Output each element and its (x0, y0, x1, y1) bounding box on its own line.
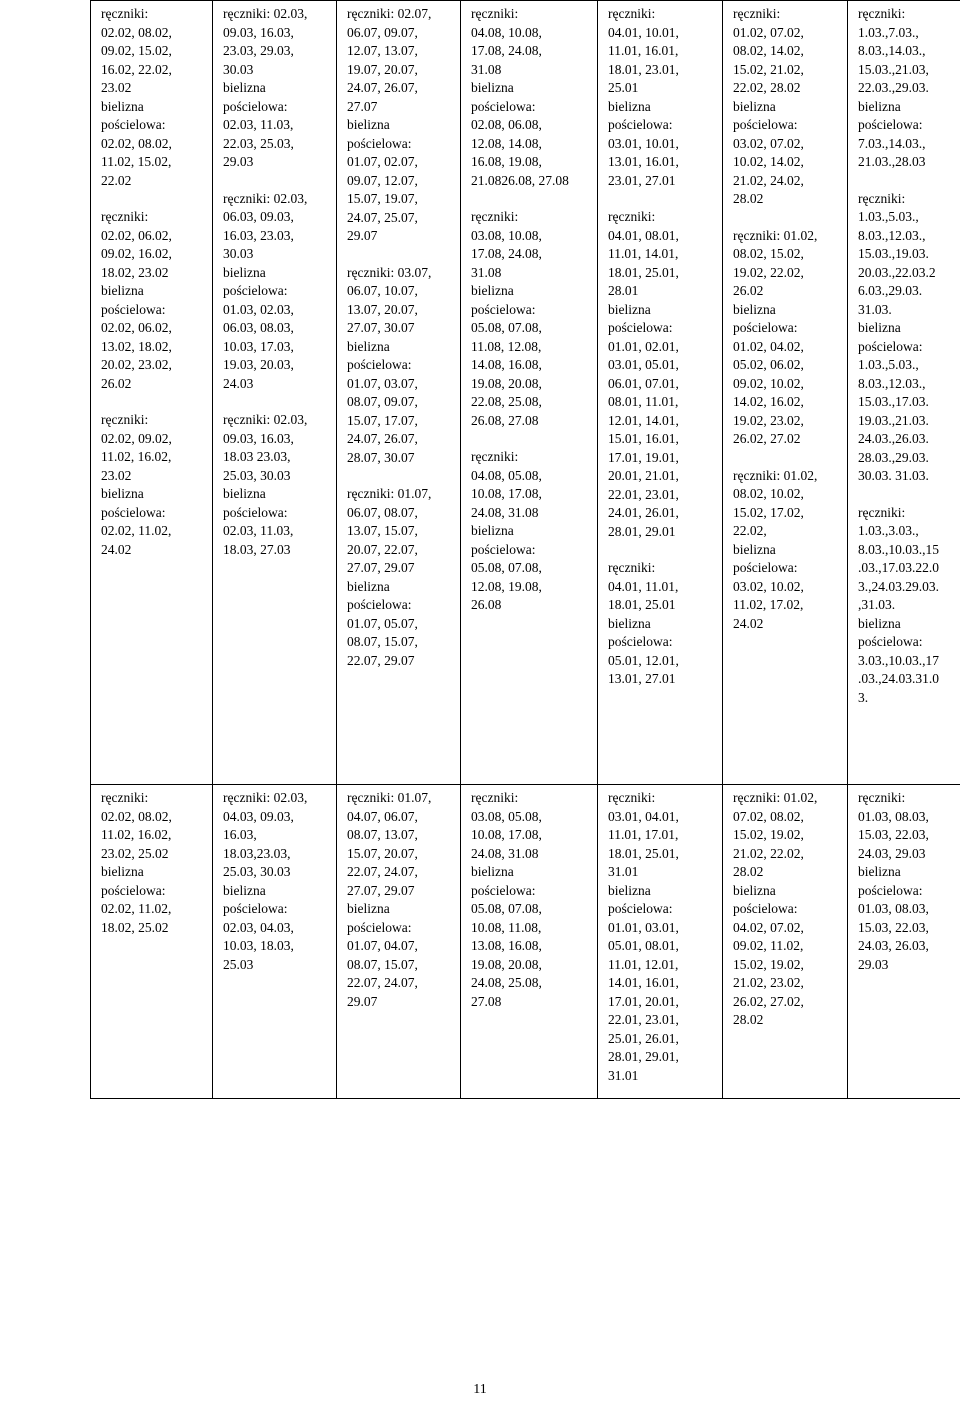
schedule-block: ręczniki: 01.02, 08.02, 10.02, 15.02, 17.02, 22.02, bielizna pościelowa: 03.02, 10.02, 11.02, 17.02, 24.02 (733, 467, 818, 631)
table-cell (91, 785, 213, 1099)
schedule-block: ręczniki: 02.03, 09.03, 16.03, 23.03, 29.03, 30.03 bielizna pościelowa: 02.03, 11.03, 22.03, 25.03, 29.03 (223, 6, 308, 169)
schedule-block: ręczniki: 02.02, 08.02, 09.02, 15.02, 16.02, 22.02, 23.02 bielizna pościelowa: 02.02, 08.02, 11.02, 15.02, 22.02 (101, 6, 172, 188)
table-cell (91, 1, 213, 785)
schedule-block: ręczniki: 04.08, 05.08, 10.08, 17.08, 24.08, 31.08 bielizna pościelowa: 05.08, 07.08, 12.08, 19.08, 26.08 (471, 449, 542, 612)
schedule-block: ręczniki: 04.01, 11.01, 18.01, 25.01 bielizna pościelowa: 05.01, 12.01, 13.01, 27.01 (608, 560, 679, 686)
table-cell (723, 1, 848, 785)
table-row (91, 785, 960, 1099)
table-cell (337, 1, 461, 785)
table-cell (213, 1, 337, 785)
schedule-block: ręczniki: 04.08, 10.08, 17.08, 24.08, 31.08 bielizna pościelowa: 02.08, 06.08, 12.08, 14.08, 16.08, 19.08, 21.0826.08, 27.08 (471, 6, 569, 188)
table-cell (337, 785, 461, 1099)
page-number: 11 (473, 1382, 487, 1397)
schedule-block: ręczniki: 03.07, 06.07, 10.07, 13.07, 20.07, 27.07, 30.07 bielizna pościelowa: 01.07, 03.07, 08.07, 09.07, 15.07, 17.07, 24.07, 26.07, 28.07, 30.07 (347, 264, 432, 465)
schedule-block: ręczniki: 03.08, 10.08, 17.08, 24.08, 31.08 bielizna pościelowa: 05.08, 07.08, 11.08, 12.08, 14.08, 16.08, 19.08, 20.08, 22.08, 25.08, 26.08, 27.08 (471, 209, 542, 428)
schedule-block: ręczniki: 04.01, 10.01, 11.01, 16.01, 18.01, 23.01, 25.01 bielizna pościelowa: 03.01, 10.01, 13.01, 16.01, 23.01, 27.01 (608, 6, 679, 188)
schedule-block: ręczniki: 02.02, 08.02, 11.02, 16.02, 23.02, 25.02 bielizna pościelowa: 02.02, 11.02, 18.02, 25.02 (101, 790, 172, 935)
table-cell (461, 1, 598, 785)
table-cell (848, 785, 960, 1099)
table-cell (723, 785, 848, 1099)
table-cell (598, 785, 723, 1099)
schedule-block: ręczniki: 04.01, 08.01, 11.01, 14.01, 18.01, 25.01, 28.01 bielizna pościelowa: 01.01, 02.01, 03.01, 05.01, 06.01, 07.01, 08.01, 11.01, 12.01, 14.01, 15.01, 16.01, 17.01, 19.01, 20.01, 21.01, 22.01, 23.01, 24.01, 26.01, 28.01, 29.01 (608, 209, 679, 539)
schedule-block: ręczniki: 02.07, 06.07, 09.07, 12.07, 13.07, 19.07, 20.07, 24.07, 26.07, 27.07 bielizna pościelowa: 01.07, 02.07, 09.07, 12.07, 15.07, 19.07, 24.07, 25.07, 29.07 (347, 6, 432, 243)
table-cell (848, 1, 960, 785)
schedule-block: ręczniki: 02.03, 09.03, 16.03, 18.03 23.03, 25.03, 30.03 bielizna pościelowa: 02.03, 11.03, 18.03, 27.03 (223, 412, 308, 557)
schedule-block: ręczniki: 03.01, 04.01, 11.01, 17.01, 18.01, 25.01, 31.01 bielizna pościelowa: 01.01, 03.01, 05.01, 08.01, 11.01, 12.01, 14.01, 16.01, 17.01, 20.01, 22.01, 23.01, 25.01, 26.01, 28.01, 29.01, 31.01 (608, 790, 679, 1083)
schedule-block: ręczniki: 01.03, 08.03, 15.03, 22.03, 24.03, 29.03 bielizna pościelowa: 01.03, 08.03, 15.03, 22.03, 24.03, 26.03, 29.03 (858, 790, 929, 972)
schedule-block: ręczniki: 01.07, 06.07, 08.07, 13.07, 15.07, 20.07, 22.07, 27.07, 29.07 bielizna pościelowa: 01.07, 05.07, 08.07, 15.07, 22.07, 29.07 (347, 486, 432, 668)
schedule-block: ręczniki: 02.03, 04.03, 09.03, 16.03, 18.03,23.03, 25.03, 30.03 bielizna pościelowa: 02.03, 04.03, 10.03, 18.03, 25.03 (223, 790, 308, 972)
laundry-schedule-table (90, 0, 960, 1099)
schedule-block: ręczniki: 01.02, 07.02, 08.02, 14.02, 15.02, 21.02, 22.02, 28.02 bielizna pościelowa: 03.02, 07.02, 10.02, 14.02, 21.02, 24.02, 28.02 (733, 6, 804, 206)
schedule-block: ręczniki: 03.08, 05.08, 10.08, 17.08, 24.08, 31.08 bielizna pościelowa: 05.08, 07.08, 10.08, 11.08, 13.08, 16.08, 19.08, 20.08, 24.08, 25.08, 27.08 (471, 790, 542, 1009)
table-cell (213, 785, 337, 1099)
schedule-block: ręczniki: 1.03.,7.03., 8.03.,14.03., 15.03.,21.03, 22.03.,29.03. bielizna pościelowa: 7.03.,14.03., 21.03.,28.03 (858, 6, 929, 169)
table-cell (461, 785, 598, 1099)
schedule-block: ręczniki: 01.02, 07.02, 08.02, 15.02, 19.02, 21.02, 22.02, 28.02 bielizna pościelowa: 04.02, 07.02, 09.02, 11.02, 15.02, 19.02, 21.02, 23.02, 26.02, 27.02, 28.02 (733, 790, 818, 1027)
schedule-block: ręczniki: 01.07, 04.07, 06.07, 08.07, 13.07, 15.07, 20.07, 22.07, 24.07, 27.07, 29.07 bielizna pościelowa: 01.07, 04.07, 08.07, 15.07, 22.07, 24.07, 29.07 (347, 790, 432, 1009)
table-row (91, 1, 960, 785)
schedule-block: ręczniki: 02.02, 06.02, 09.02, 16.02, 18.02, 23.02 bielizna pościelowa: 02.02, 06.02, 13.02, 18.02, 20.02, 23.02, 26.02 (101, 209, 172, 391)
schedule-block: ręczniki: 02.02, 09.02, 11.02, 16.02, 23.02 bielizna pościelowa: 02.02, 11.02, 24.02 (101, 412, 172, 557)
schedule-block: ręczniki: 1.03.,5.03., 8.03.,12.03., 15.03.,19.03. 20.03.,22.03.2 6.03.,29.03. 31.03. bielizna pościelowa: 1.03.,5.03., 8.03.,12.03., 15.03.,17.03. 19.03.,21.03. 24.03.,26.03. 28.03.,29.03. 30.03. 31.03. (858, 190, 936, 483)
table-cell (598, 1, 723, 785)
schedule-block: ręczniki: 02.03, 06.03, 09.03, 16.03, 23.03, 30.03 bielizna pościelowa: 01.03, 02.03, 06.03, 08.03, 10.03, 17.03, 19.03, 20.03, 24.03 (223, 190, 308, 391)
schedule-block: ręczniki: 1.03.,3.03., 8.03.,10.03.,15 .03.,17.03.22.0 3.,24.03.29.03. ,31.03. bielizna pościelowa: 3.03.,10.03.,17 .03.,24.03.31.0 3. (858, 504, 939, 705)
schedule-block: ręczniki: 01.02, 08.02, 15.02, 19.02, 22.02, 26.02 bielizna pościelowa: 01.02, 04.02, 05.02, 06.02, 09.02, 10.02, 14.02, 16.02, 19.02, 23.02, 26.02, 27.02 (733, 227, 818, 446)
